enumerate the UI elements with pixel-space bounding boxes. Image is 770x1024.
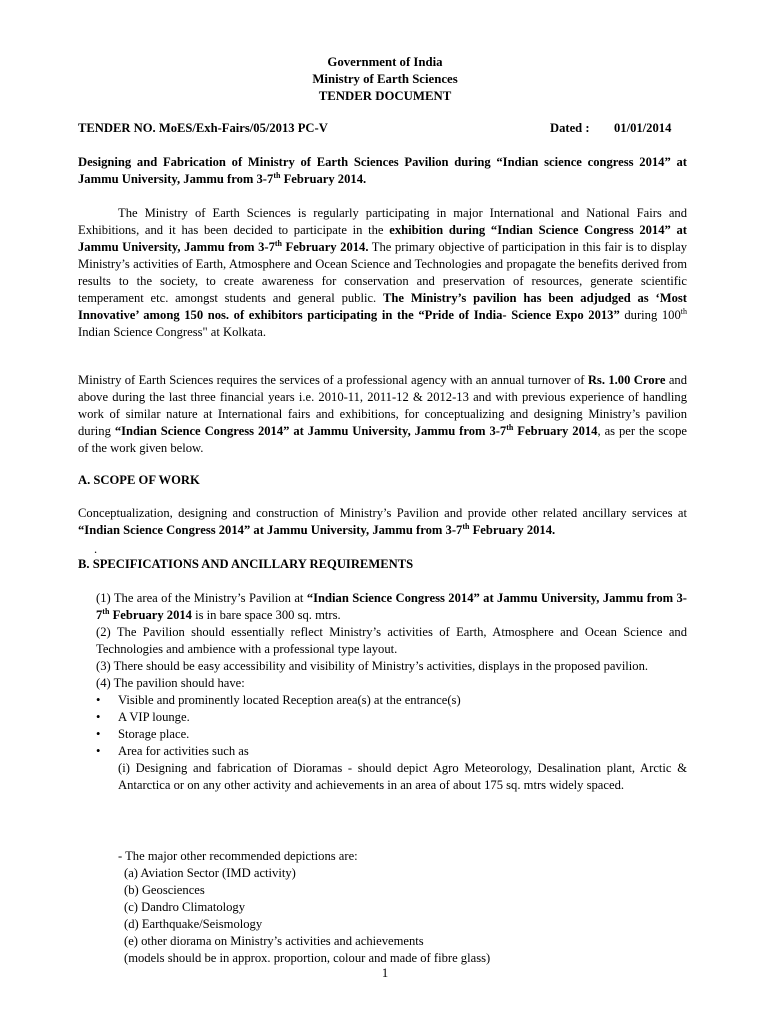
bullet-text: Area for activities such as [118,744,249,758]
scope-paragraph [78,505,687,539]
page-number: 1 [381,966,389,980]
bullet-text: Storage place. [118,727,190,741]
depiction-item: (c) Dandro Climatology [124,900,246,914]
depiction-item: (e) other diorama on Ministry’s activities and achievements [124,934,424,948]
para2-bold-1: Rs. 1.00 Crore [587,373,666,387]
spec-item-4: (4) The pavilion should have: [96,676,245,690]
recommended-depictions [118,848,678,967]
spec-item-1-bold: “Indian Science Congress 2014” at Jammu University, Jammu from 3-7 [96,591,688,622]
requirements-paragraph [78,372,687,457]
para1-text-3: during 100 [619,308,681,322]
dated-value: 01/01/2014 [614,121,672,135]
specifications-list [96,590,687,794]
depiction-note: (models should be in approx. proportion, colour and made of fibre glass) [124,951,491,965]
pavilion-requirements-bullets [96,692,687,760]
para2-text-2: and above during the last three financial years i.e. 2010-11, 2011-12 & 2012-13 and with previous experience of handling work of similar nature at International fairs and exhibitions, for conceptualizing and designing Ministry’s pavilion during [78,373,687,438]
para1-bold-3: The Ministry’s pavilion has been adjudged as ‘Most Innovative’ among 150 nos. of exhibitors participating in the “Pride of India- Science Expo 2013” [78,291,687,322]
dioramas-text: (i) Designing and fabrication of Dioramas - should depict Agro Meteorology, Desalination plant, Arctic & Antarctica or on any other activity and achievements in an area of about 175 sq. mtrs widely spaced. [118,761,687,792]
header-tender-document: TENDER DOCUMENT [318,89,452,103]
para2-sup-1: th [506,422,514,432]
spec-item-2: (2) The Pavilion should essentially reflect Ministry’s activities of Earth, Atmosphere and Ocean Science and Technologies and ambience with a professional type layout. [96,625,687,656]
para1-sup-1: th [274,238,282,248]
bullet-icon: • [96,710,101,724]
para1-text-1: The Ministry of Earth Sciences is regularly participating in major International and National Fairs and Exhibitions, and it has been decided to participate in the [78,206,687,237]
scope-bold-1: “Indian Science Congress 2014” at Jammu University, Jammu from 3-7 [78,523,463,537]
scope-text-1: Conceptualization, designing and construction of Ministry’s Pavilion and provide other related ancillary services at [78,506,687,520]
depiction-item: (a) Aviation Sector (IMD activity) [124,866,296,880]
spec-item-1-sup: th [102,606,110,616]
dated-label: Dated : [550,121,590,135]
spec-item-1-text-2: is in bare space 300 sq. mtrs. [191,608,341,622]
para1-sup-2: th [680,306,687,316]
section-a-heading: A. SCOPE OF WORK [78,473,200,487]
para2-bold-2: “Indian Science Congress 2014” at Jammu University, Jammu from 3-7 [114,424,507,438]
bullet-icon: • [96,727,101,741]
bullet-icon: • [96,744,101,758]
intro-paragraph [78,205,687,341]
title-superscript: th [273,170,281,180]
bullet-icon: • [96,693,101,707]
para2-bold-3: February 2014 [513,424,598,438]
bullet-item [96,726,687,743]
bullet-item [96,692,687,709]
stray-dot: . [94,542,98,556]
section-b-heading: B. SPECIFICATIONS AND ANCILLARY REQUIREMENTS [78,557,414,571]
spec-item-1-text: (1) The area of the Ministry’s Pavilion at [96,591,307,605]
title-text: Designing and Fabrication of Ministry of Earth Sciences Pavilion during “Indian science congress 2014” at Jammu University, Jammu from 3-7 [78,155,687,186]
spec-item-3: (3) There should be easy accessibility and visibility of Ministry’s activities, displays in the proposed pavilion. [96,659,649,673]
document-title [78,154,687,188]
bullet-item [96,743,687,760]
scope-bold-2: February 2014. [469,523,556,537]
title-text-end: February 2014. [280,172,367,186]
header-ministry: Ministry of Earth Sciences [312,72,458,86]
depictions-intro: - The major other recommended depictions are: [118,849,358,863]
bullet-text: A VIP lounge. [118,710,190,724]
header-government: Government of India [327,55,443,69]
para2-text-3: , as per the scope of the work given below. [78,424,687,455]
spec-item-1-bold-2: February 2014 [109,608,192,622]
bullet-text: Visible and prominently located Reception area(s) at the entrance(s) [118,693,461,707]
para1-text-2: The primary objective of participation in this fair is to display Ministry’s activities of Earth, Atmosphere and Ocean Science and Technologies and propagate the benefits derived from results to the society, to create awareness for conservation and preservation of resources, generate scientific temperament etc. amongst students and general public. [78,240,687,305]
depiction-item: (d) Earthquake/Seismology [124,917,263,931]
document-header [0,54,770,105]
para1-bold-1: exhibition during “Indian Science Congress 2014” at Jammu University, Jammu from 3-7 [78,223,688,254]
para1-text-4: Indian Science Congress" at Kolkata. [78,325,267,339]
spec-item-1 [96,590,687,624]
bullet-item [96,709,687,726]
scope-sup-1: th [462,521,470,531]
tender-number: TENDER NO. MoES/Exh-Fairs/05/2013 PC-V [78,121,328,135]
depiction-item: (b) Geosciences [124,883,205,897]
para2-text-1: Ministry of Earth Sciences requires the services of a professional agency with an annual turnover of [78,373,588,387]
para1-bold-2: February 2014. [282,240,369,254]
